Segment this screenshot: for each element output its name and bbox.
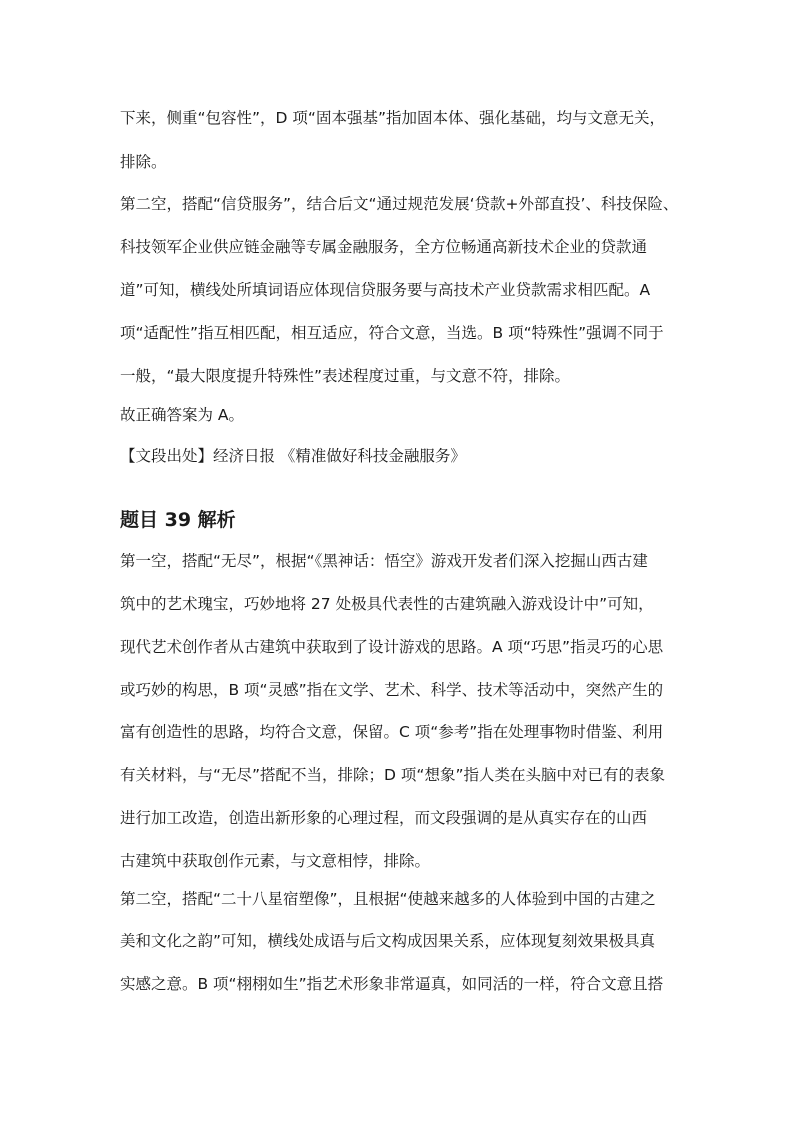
paragraph-line: 现代艺术创作者从古建筑中获取到了设计游戏的思路。A 项“巧思”指灵巧的心思 (120, 638, 664, 656)
section-heading: 题目 39 解析 (120, 509, 236, 531)
paragraph-line: 富有创造性的思路，均符合文意，保留。C 项“参考”指在处理事物时借鉴、利用 (120, 723, 664, 741)
source-line: 【文段出处】经济日报 《精准做好科技金融服务》 (120, 447, 466, 465)
paragraph-line: 科技领军企业供应链金融等专属金融服务，全方位畅通高新技术企业的贷款通 (120, 238, 648, 256)
paragraph-line: 筑中的艺术瑰宝，巧妙地将 27 处极具代表性的古建筑融入游戏设计中”可知， (120, 595, 654, 613)
paragraph-line: 有关材料，与“无尽”搭配不当，排除；D 项“想象”指人类在头脑中对已有的表象 (120, 766, 665, 784)
paragraph-line: 古建筑中获取创作元素，与文意相悖，排除。 (120, 852, 431, 870)
paragraph-line: 或巧妙的构思，B 项“灵感”指在文学、艺术、科学、技术等活动中，突然产生的 (120, 681, 664, 699)
answer-line: 故正确答案为 A。 (120, 406, 245, 424)
paragraph-line: 第一空，搭配“无尽”，根据“《黑神话：悟空》游戏开发者们深入挖掘山西古建 (120, 552, 648, 570)
paragraph-line: 第二空，搭配“二十八星宿塑像”，且根据“使越来越多的人体验到中国的古建之 (120, 890, 656, 908)
paragraph-line: 进行加工改造，创造出新形象的心理过程，而文段强调的是从真实存在的山西 (120, 809, 648, 827)
paragraph-line: 美和文化之韵”可知，横线处成语与后文构成因果关系，应体现复刻效果极具真 (120, 932, 656, 950)
paragraph-line: 排除。 (120, 153, 167, 171)
paragraph-line: 一般，“最大限度提升特殊性”表述程度过重，与文意不符，排除。 (120, 367, 571, 385)
paragraph-line: 道”可知，横线处所填词语应体现信贷服务要与高技术产业贷款需求相匹配。A (120, 281, 651, 299)
paragraph-line: 第二空，搭配“信贷服务”，结合后文“通过规范发展‘贷款+外部直投’、科技保险、 (120, 195, 679, 213)
paragraph-line: 项“适配性”指互相匹配，相互适应，符合文意，当选。B 项“特殊性”强调不同于 (120, 324, 664, 342)
paragraph-line: 实感之意。B 项“栩栩如生”指艺术形象非常逼真，如同活的一样，符合文意且搭 (120, 975, 664, 993)
paragraph-line: 下来，侧重“包容性”，D 项“固本强基”指加固本体、强化基础，均与文意无关， (120, 109, 665, 127)
